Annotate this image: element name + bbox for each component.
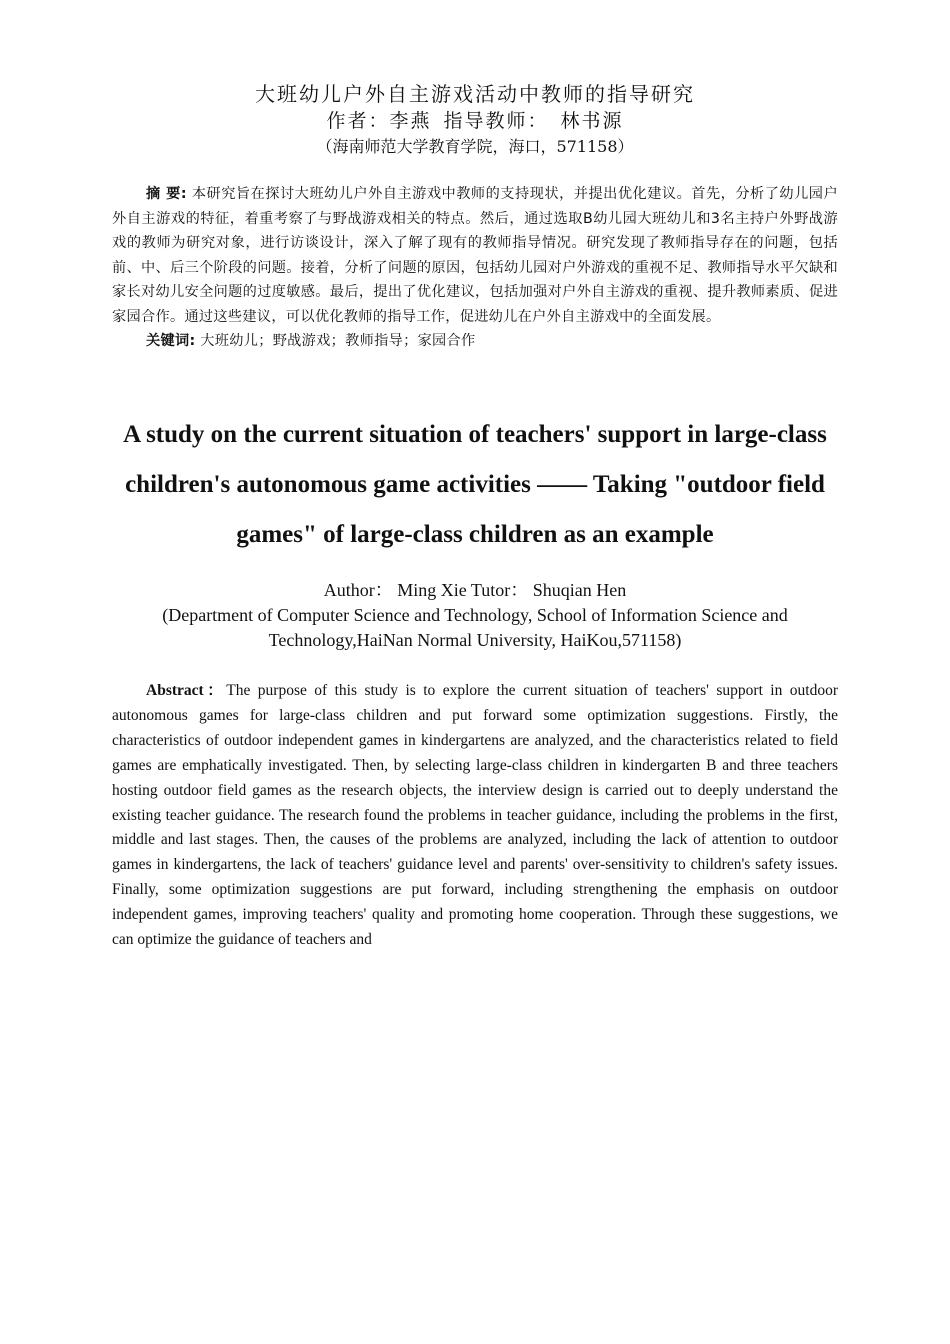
english-title: A study on the current situation of teachers' support in large-class children's autonomous game activities —— Taking "outdoor field games" of large-class children as an example — [123, 421, 827, 548]
tutor-label: 指导教师： — [443, 110, 549, 132]
chinese-keywords-text: 大班幼儿；野战游戏；教师指导；家园合作 — [200, 333, 476, 349]
chinese-author-line — [100, 108, 850, 134]
english-abstract-label: Abstract： — [146, 682, 227, 699]
english-abstract-paragraph — [112, 679, 838, 953]
chinese-keywords — [112, 329, 838, 354]
chinese-affiliation: （海南师范大学教育学院，海口，571158） — [316, 137, 634, 156]
author-name: 李燕 — [389, 110, 432, 132]
chinese-title: 大班幼儿户外自主游戏活动中教师的指导研究 — [255, 82, 695, 106]
tutor-name: 林书源 — [560, 110, 624, 132]
english-meta — [100, 578, 850, 653]
english-abstract-text: The purpose of this study is to explore the current situation of teachers' support in outdoor autonomous games for large-class children and put forward some optimization suggestions. Firstly, the characteristics of outdoor independent games in kindergartens are analyzed, and the characteristics related to field games are emphatically investigated. Then, by selecting large-class children in kindergarten B and three teachers hosting outdoor field games as the research objects, the interview design is carried out to deeply understand the existing teacher guidance. The research found the problems in teacher guidance, including the problems in the first, middle and last stages. Then, the causes of the problems are analyzed, including the lack of attention to outdoor games in kindergartens, the lack of teachers' guidance level and parents' over-sensitivity to children's safety issues. Finally, some optimization suggestions are put forward, including strengthening the emphasis on outdoor independent games, improving teachers' quality and promoting home cooperation. Through these suggestions, we can optimize the guidance of teachers and — [112, 682, 838, 949]
english-author-line: Author： Ming Xie Tutor： Shuqian Hen — [323, 580, 627, 600]
chinese-abstract-paragraph — [112, 182, 838, 329]
chinese-abstract-text: 本研究旨在探讨大班幼儿户外自主游戏中教师的支持现状，并提出优化建议。首先，分析了幼儿园户外自主游戏的特征，着重考察了与野战游戏相关的特点。然后，通过选取B幼儿园大班幼儿和3名主持户外野战游戏的教师为研究对象，进行访谈设计，深入了解了现有的教师指导情况。研究发现了教师指导存在的问题，包括前、中、后三个阶段的问题。接着，分析了问题的原因，包括幼儿园对户外游戏的重视不足、教师指导水平欠缺和家长对幼儿安全问题的过度敏感。最后，提出了优化建议，包括加强对户外自主游戏的重视、提升教师素质、促进家园合作。通过这些建议，可以优化教师的指导工作，促进幼儿在户外自主游戏中的全面发展。 — [112, 186, 838, 325]
english-abstract — [112, 679, 838, 953]
author-label: 作者： — [326, 110, 390, 132]
chinese-keywords-label: 关键词: — [146, 333, 196, 349]
chinese-abstract — [112, 182, 838, 354]
chinese-abstract-label: 摘 要: — [146, 186, 187, 202]
chinese-header — [100, 80, 850, 160]
english-affiliation: (Department of Computer Science and Technology, School of Information Science and Technology,HaiNan Normal University, HaiKou,571158) — [162, 605, 788, 650]
